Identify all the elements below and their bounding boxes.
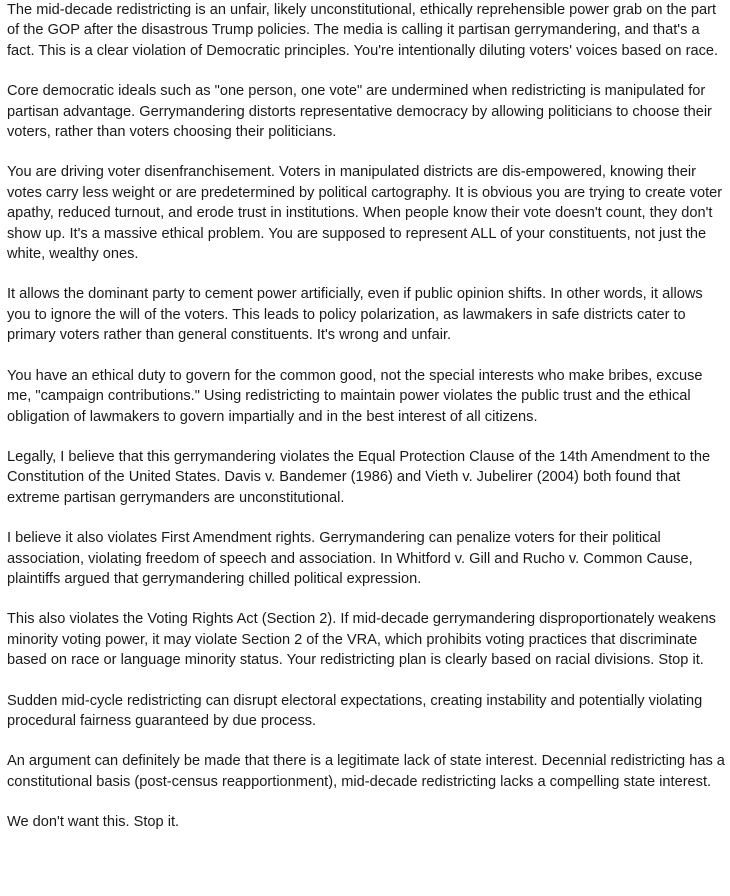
letter-body: [7, 0, 725, 833]
paragraph-voting-rights-act: This also violates the Voting Rights Act (Section 2). If mid-decade gerrymandering disproportionately weakens minority voting power, it may violate Section 2 of the VRA, which prohibits voting practices that discriminate based on race or language minority status. Your redistricting plan is clearly based on racial divisions. Stop it.: [7, 611, 716, 669]
paragraph-disenfranchisement: You are driving voter disenfranchisement. Voters in manipulated districts are dis-empowered, knowing their votes carry less weight or are predetermined by political cartography. It is obvious you are trying to create voter apathy, reduced turnout, and erode trust in institutions. When people know their vote doesn't count, they don't show up. It's a massive ethical problem. You are supposed to represent ALL of your constituents, not just the white, wealthy ones.: [7, 164, 723, 263]
paragraph-due-process: Sudden mid-cycle redistricting can disrupt electoral expectations, creating instability and potentially violating procedural fairness guaranteed by due process.: [7, 692, 703, 729]
paragraph-equal-protection: Legally, I believe that this gerrymandering violates the Equal Protection Clause of the 14th Amendment to the Constitution of the United States. Davis v. Bandemer (1986) and Vieth v. Jubelirer (2004) both found that extreme partisan gerrymanders are unconstitutional.: [7, 448, 711, 506]
paragraph-intro: The mid-decade redistricting is an unfair, likely unconstitutional, ethically reprehensible power grab on the part of the GOP after the disastrous Trump policies. The media is calling it partisan gerrymandering, and that's a fact. This is a clear violation of Democratic principles. You're intentionally diluting voters' voices based on race.: [7, 2, 719, 59]
paragraph-ethical-duty: You have an ethical duty to govern for the common good, not the special interests who make bribes, excuse me, "campaign contributions." Using redistricting to maintain power violates the public trust and the ethical obligation of lawmakers to govern impartially and in the best interest of all citizens.: [7, 367, 703, 425]
paragraph-state-interest: An argument can definitely be made that there is a legitimate lack of state interest. Decennial redistricting has a constitutional basis (post-census reapportionment), mid-decade redistricting lacks a compelling state interest.: [7, 753, 725, 790]
paragraph-dominant-party: It allows the dominant party to cement power artificially, even if public opinion shifts. In other words, it allows you to ignore the will of the voters. This leads to policy polarization, as lawmakers in safe districts cater to primary voters rather than general constituents. It's wrong and unfair.: [7, 286, 703, 344]
paragraph-closing: We don't want this. Stop it.: [7, 814, 180, 831]
paragraph-democratic-ideals: Core democratic ideals such as "one person, one vote" are undermined when redistricting is manipulated for partisan advantage. Gerrymandering distorts representative democracy by allowing politicians to choose their voters, rather than voters choosing their politicians.: [7, 83, 712, 141]
paragraph-first-amendment: I believe it also violates First Amendment rights. Gerrymandering can penalize voters for their political association, violating freedom of speech and association. In Whitford v. Gill and Rucho v. Common Cause, plaintiffs argued that gerrymandering chilled political expression.: [7, 530, 693, 587]
